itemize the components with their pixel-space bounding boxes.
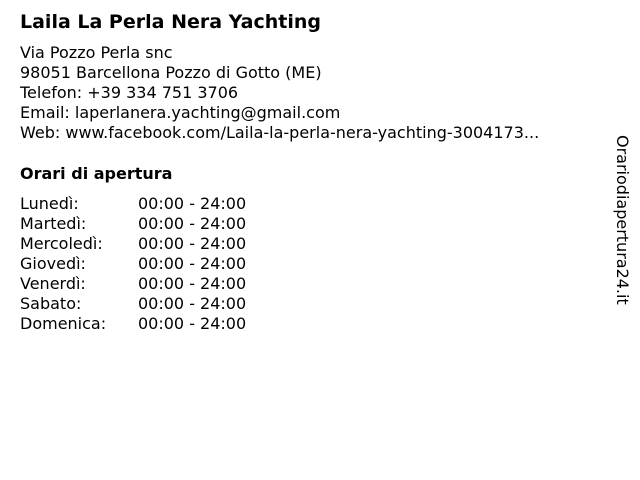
hours-value: 00:00 - 24:00 xyxy=(138,294,247,313)
day-label: Giovedì: xyxy=(20,254,86,273)
day-label: Lunedì: xyxy=(20,194,79,213)
site-brand-vertical xyxy=(612,135,634,310)
address-street: Via Pozzo Perla snc xyxy=(20,43,173,62)
hours-row-sunday xyxy=(20,314,246,334)
address-city: 98051 Barcellona Pozzo di Gotto (ME) xyxy=(20,63,322,82)
hours-row-friday xyxy=(20,274,246,294)
hours-value: 00:00 - 24:00 xyxy=(138,314,247,333)
phone-number: Telefon: +39 334 751 3706 xyxy=(20,83,239,102)
opening-hours-table xyxy=(20,194,246,334)
hours-row-monday xyxy=(20,194,246,214)
website-url: Web: www.facebook.com/Laila-la-perla-nera-yachting-3004173... xyxy=(20,123,540,142)
hours-value: 00:00 - 24:00 xyxy=(138,214,247,233)
day-label: Martedì: xyxy=(20,214,87,233)
hours-value: 00:00 - 24:00 xyxy=(138,234,247,253)
hours-row-saturday xyxy=(20,294,246,314)
business-name: Laila La Perla Nera Yachting xyxy=(20,11,322,33)
site-brand-text: Orariodiapertura24.it xyxy=(613,135,632,305)
day-label: Venerdì: xyxy=(20,274,86,293)
day-label: Mercoledì: xyxy=(20,234,103,253)
hours-value: 00:00 - 24:00 xyxy=(138,274,247,293)
hours-value: 00:00 - 24:00 xyxy=(138,254,247,273)
hours-row-tuesday xyxy=(20,214,246,234)
day-label: Domenica: xyxy=(20,314,107,333)
business-info xyxy=(20,43,539,143)
email-address: Email: laperlanera.yachting@gmail.com xyxy=(20,103,341,122)
hours-row-thursday xyxy=(20,254,246,274)
opening-hours-heading: Orari di apertura xyxy=(20,164,173,183)
day-label: Sabato: xyxy=(20,294,82,313)
hours-row-wednesday xyxy=(20,234,246,254)
hours-value: 00:00 - 24:00 xyxy=(138,194,247,213)
